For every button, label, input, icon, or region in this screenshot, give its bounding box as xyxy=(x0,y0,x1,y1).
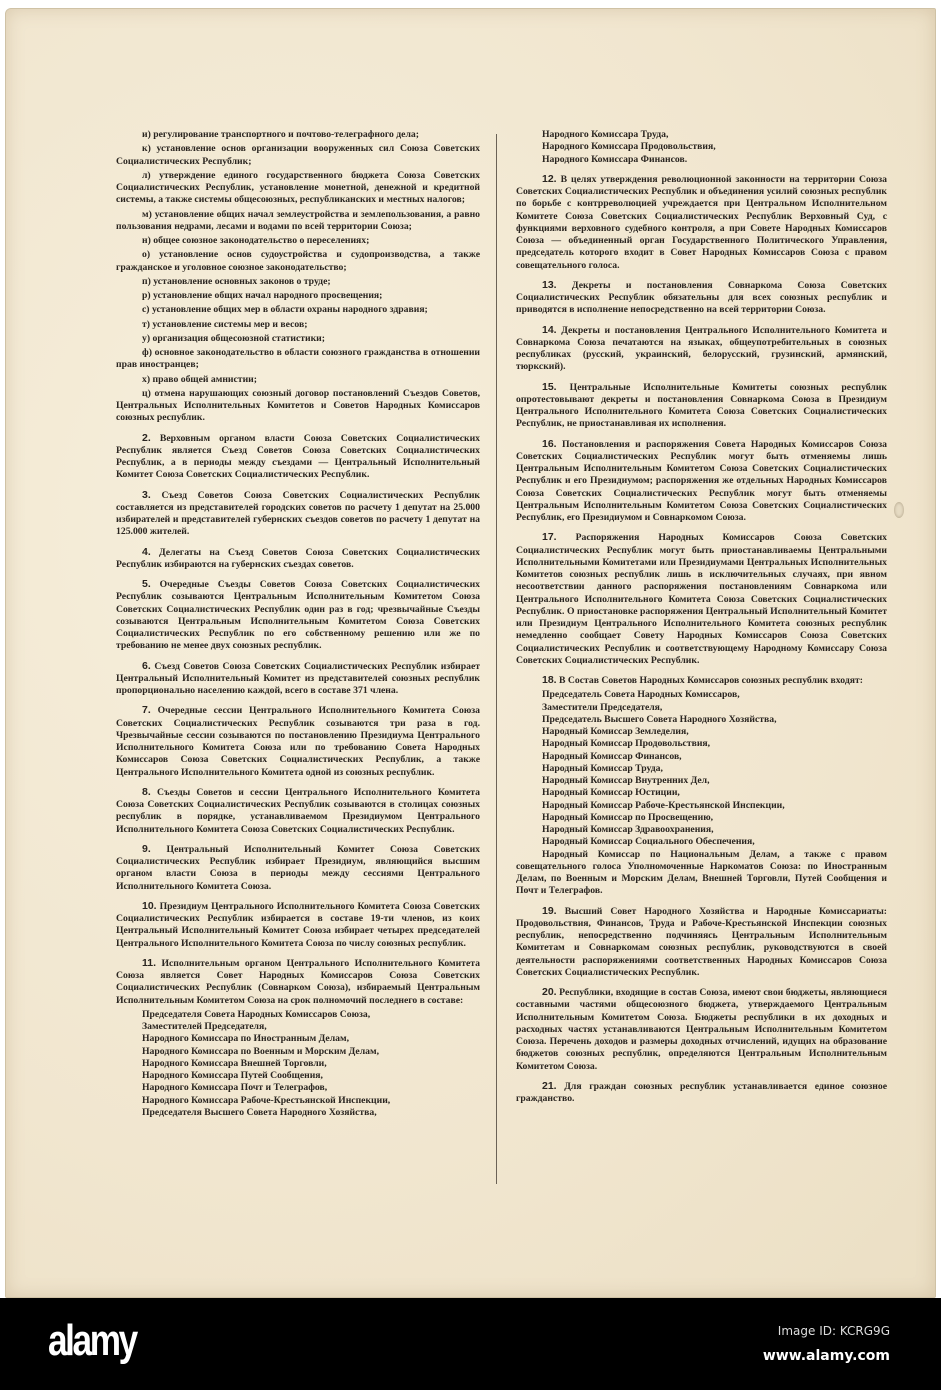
paragraph-text: Очередные Съезды Советов Союза Советских Социалистических Республик созываются Центральным Исполнительным Комитетом Союза Советских Социалистических Республик один раз в год; чрезвычайные Съезды созываются Центральным Исполнительным Комитетом Союза Советских Социалистических Республик по его собственному решению или же по требованию не менее двух союзных республик. xyxy=(116,579,480,652)
article-paragraph xyxy=(116,249,480,274)
article-number: 12. xyxy=(542,172,557,185)
paragraph-text: Народный Комиссар Здравоохранения, xyxy=(542,824,714,835)
paragraph-text: т) установление системы мер и весов; xyxy=(142,318,308,330)
paragraph-text: ф) основное законодательство в области союзного гражданства в отношении прав иностранцев; xyxy=(116,347,480,371)
article-paragraph xyxy=(116,276,480,288)
article-paragraph xyxy=(116,333,480,345)
alamy-logo[interactable]: alamy xyxy=(48,1316,136,1365)
paragraph-text: х) право общей амнистии; xyxy=(142,373,257,385)
paragraph-text: Народного Комиссара по Военным и Морским Делам, xyxy=(142,1045,379,1057)
paragraph-text: Народного Комиссара по Иностранным Делам, xyxy=(142,1033,350,1045)
article-number: 6. xyxy=(142,659,151,672)
paragraph-text: Исполнительным органом Центрального Исполнительного Комитета Союза является Совет Народных Комиссаров Союза Советских Социалистических Республик (Совнарком Союза), избираемый Центральным Исполнительным Комитетом Союза на срок полномочий последнего в составе: xyxy=(116,957,480,1006)
article-number: 8. xyxy=(142,785,151,798)
list-item xyxy=(116,1107,480,1119)
paragraph-text: м) установление общих начал землеустройства и землепользования, а равно пользования недрами, лесами и водами по всей территории Союза; xyxy=(116,208,480,232)
column-divider xyxy=(496,134,497,1184)
article-paragraph xyxy=(516,173,887,272)
article-paragraph xyxy=(516,905,887,980)
paragraph-text: Народного Комиссара Труда, xyxy=(542,129,669,140)
paragraph-text: Народный Комиссар Юстиции, xyxy=(542,787,680,799)
paragraph-text: Народный Комиссар Финансов, xyxy=(542,750,682,762)
left-column xyxy=(116,129,480,1119)
paragraph-text: Центральный Исполнительный Комитет Союза Советских Социалистических Республик избирает Президиум, являющийся высшим органом власти Союза в периоды между сессиями Центрального Исполнительного Комитета Союза. xyxy=(116,843,481,892)
list-item xyxy=(516,787,887,799)
article-paragraph xyxy=(116,432,480,482)
article-paragraph xyxy=(116,388,480,425)
list-item xyxy=(516,800,887,812)
article-paragraph xyxy=(516,324,887,374)
paragraph-text: Делегаты на Съезд Советов Союза Советских Социалистических Республик избираются на губернских съездах советов. xyxy=(116,546,480,570)
stock-watermark-banner xyxy=(0,1298,941,1390)
paragraph-text: Народного Комиссара Путей Сообщения, xyxy=(142,1070,323,1081)
paragraph-text: Очередные сессии Центрального Исполнительного Комитета Союза Советских Социалистических Республик созываются три раза в год. Чрезвычайные сессии созываются по постановлению Президиума Центрального Исполнительного Комитета Союза или по требованию Совета Народных Комиссаров Союза Советских Социалистических Республик, а также Центрального Исполнительного Комитета одной из союзных республик. xyxy=(116,705,481,778)
paragraph-text: Председателя Совета Народных Комиссаров Союза, xyxy=(142,1008,371,1020)
paragraph-text: В целях утверждения революционной законности на территории Союза Советских Социалистических Республик и объединения усилий союзных республик по борьбе с контрреволюцией учреждается при Центральном Исполнительном Комитете Союза Советских Социалистических Республик Верховный Суд, с функциями верховного судебного контроля, а при Совете Народных Комиссаров Союза — объединенный орган Государственного Политического Управления, председатель которого входит в Совет Народных Комиссаров Союза с правом совещательного голоса. xyxy=(516,173,887,271)
article-number: 3. xyxy=(142,488,151,501)
list-item xyxy=(516,738,887,750)
paragraph-text: Народный Комиссар Социального Обеспечения, xyxy=(542,836,755,848)
list-item xyxy=(516,726,887,738)
paragraph-text: Народного Комиссара Внешней Торговли, xyxy=(142,1057,327,1069)
article-paragraph xyxy=(516,279,887,317)
list-item xyxy=(516,775,887,787)
article-number: 11. xyxy=(142,956,157,969)
article-number: 20. xyxy=(542,986,557,998)
article-number: 18. xyxy=(542,674,557,686)
paragraph-text: ц) отмена нарушающих союзный договор постановлений Съездов Советов, Центральных Исполнительных Комитетов и Советов Народных Комиссаров союзных республик. xyxy=(116,387,480,424)
list-item xyxy=(516,751,887,763)
article-paragraph xyxy=(116,347,480,372)
article-paragraph xyxy=(116,704,480,779)
paragraph-text: Съезды Советов и сессии Центрального Исполнительного Комитета Союза Советских Социалистических Республик созываются в столицах союзных республик в порядке, устанавливаемом Президиумом Центрального Исполнительного Комитета Союза Советских Социалистических Республик. xyxy=(116,786,481,835)
site-url-link[interactable]: www.alamy.com xyxy=(762,1348,890,1364)
list-item xyxy=(516,702,887,714)
paragraph-text: и) регулирование транспортного и почтово-телеграфного дела; xyxy=(142,129,419,140)
paragraph-text: Постановления и распоряжения Совета Народных Комиссаров Союза Советских Социалистических Республик могут быть отменяемы лишь Центральным Исполнительным Комитетом Союза Советских Социалистических Республик и его Президиумом; распоряжения же отдельных Народных Комиссаров Союза Советских Социалистических Республик могут быть отменяемы Центральным Исполнительным Комитетом Союза Советских Социалистических Республик, его Президиумом и Совнаркомом Союза. xyxy=(516,438,888,523)
article-number: 4. xyxy=(142,545,151,558)
right-column xyxy=(516,129,887,1112)
article-paragraph xyxy=(116,660,480,698)
list-item xyxy=(516,714,887,726)
paragraph-text: Народный Комиссар Продовольствия, xyxy=(542,738,711,750)
list-item xyxy=(516,689,887,701)
paragraph-text: Заместителей Председателя, xyxy=(142,1021,267,1032)
article-paragraph xyxy=(116,843,480,893)
list-item xyxy=(516,154,887,166)
paragraph-text: Народного Комиссара Финансов. xyxy=(542,153,688,165)
paragraph-text: Народный Комиссар по Национальным Делам, а также с правом совещательного голоса Уполномоченные Наркоматов Союза: по Иностранным Делам, по Военным и Морским Делам, Внешней Торговли, Путей Сообщения и Почт и Телеграфов. xyxy=(516,848,887,897)
paragraph-text: Народный Комиссар по Просвещению, xyxy=(542,811,714,823)
article-number: 5. xyxy=(142,578,151,590)
paragraph-text: у) организация общесоюзной статистики; xyxy=(142,332,325,344)
scanned-document-page xyxy=(5,8,936,1298)
list-item xyxy=(116,1046,480,1058)
list-item xyxy=(516,763,887,775)
list-item xyxy=(116,1095,480,1107)
paragraph-text: Центральные Исполнительные Комитеты союзных республик опротестовывают декреты и постановления Совнаркома Союза в Президиум Центрального Исполнительного Комитета Союза Советских Социалистических Республик, не приостанавливая их исполнения. xyxy=(516,381,888,430)
article-number: 7. xyxy=(142,704,151,717)
paragraph-text: Высший Совет Народного Хозяйства и Народные Комиссариаты: Продовольствия, Финансов, Труда и Рабоче-Крестьянской Инспекции союзных республик, непосредственно подчиняясь Центральным Исполнительным Комитетам и Совнаркомам союзных республик, руководствуются в своей деятельности распоряжениями соответственных Народных Комиссаров Союза Советских Социалистических Республик. xyxy=(516,905,888,978)
paragraph-text: В Состав Советов Народных Комиссаров союзных республик входят: xyxy=(559,675,863,686)
image-id-label: Image ID: KCRG9G xyxy=(777,1324,890,1338)
list-item xyxy=(116,1082,480,1094)
paragraph-text: Декреты и постановления Центрального Исполнительного Комитета и Совнаркома Союза печатаются на языках, общеупотребительных в союзных республиках (русский, украинский, белорусский, грузинский, армянский, тюркский). xyxy=(516,324,887,373)
article-paragraph xyxy=(116,170,480,207)
paragraph-text: Распоряжения Народных Комиссаров Союза Советских Социалистических Республик могут быть приостанавливаемы Центральными Исполнительными Комитетами или Президиумами Центральных Исполнительных Комитетов союзных республик лишь в исключительных случаях, при явном несоответствии данного распоряжения постановлениям Совнаркома или Центрального Исполнительного Комитета Союза Советских Социалистических Республик. О приостановке распоряжения Центральный Исполнительный Комитет или Президиум Центрального Исполнительного Комитета союзных республик немедленно сообщает Совету Народных Комиссаров Союза Советских Социалистических Республик и соответствующему Народному Комиссару Союза Советских Социалистических Республик. xyxy=(516,532,887,666)
article-number: 9. xyxy=(142,842,151,855)
paragraph-text: Народный Комиссар Труда, xyxy=(542,762,663,774)
article-paragraph xyxy=(116,290,480,302)
paragraph-text: Народного Комиссара Рабоче-Крестьянской Инспекции, xyxy=(142,1094,391,1106)
paragraph-text: Председатель Совета Народных Комиссаров, xyxy=(542,689,740,701)
paragraph-text: р) установление общих начал народного просвещения; xyxy=(142,290,383,301)
list-item xyxy=(516,141,887,153)
article-number: 16. xyxy=(542,437,557,450)
paragraph-text: о) установление основ судоустройства и судопроизводства, а также гражданское и уголовное союзное законодательство; xyxy=(116,249,480,273)
paragraph-text: Заместители Председателя, xyxy=(542,701,663,713)
article-number: 15. xyxy=(542,380,557,393)
paragraph-text: Декреты и постановления Совнаркома Союза Советских Социалистических Республик обязательны для всех союзных республик и приводятся в исполнение непосредственно на всей территории Союза. xyxy=(516,279,887,316)
article-paragraph xyxy=(516,986,887,1073)
article-number: 13. xyxy=(542,278,557,291)
paragraph-text: Народный Комиссар Внутренних Дел, xyxy=(542,775,710,786)
list-item xyxy=(116,1058,480,1070)
article-number: 10. xyxy=(142,899,157,912)
article-number: 2. xyxy=(142,431,151,444)
article-paragraph xyxy=(516,674,887,687)
paragraph-text: п) установление основных законов о труде; xyxy=(142,275,331,287)
paragraph-text: Для граждан союзных республик устанавливается единое союзное гражданство. xyxy=(516,1080,887,1104)
article-paragraph xyxy=(516,438,887,525)
list-item xyxy=(516,812,887,824)
paragraph-text: Народный Комиссар Земледелия, xyxy=(542,726,689,737)
list-item xyxy=(116,129,480,141)
article-paragraph xyxy=(516,531,887,667)
paragraph-text: Верховным органом власти Союза Советских Социалистических Республик является Съезд Советов Союза Советских Социалистических Республик, а в периоды между съездами — Центральный Исполнительный Комитет Союза Советских Социалистических Республик. xyxy=(116,432,481,481)
paragraph-text: к) установление основ организации вооруженных сил Союза Советских Социалистических Республик; xyxy=(116,143,480,167)
paragraph-text: н) общее союзное законодательство о переселениях; xyxy=(142,235,370,246)
article-paragraph xyxy=(116,546,480,572)
article-paragraph xyxy=(116,209,480,234)
paragraph-text: Президиум Центрального Исполнительного Комитета Союза Советских Социалистических Республик избирается в составе 19-ти членов, из коих Центральный Исполнительный Комитет Союза избирает четырех председателей Центрального Исполнительного Комитета Союза по числу союзных республик. xyxy=(116,900,480,949)
punch-hole xyxy=(894,502,904,518)
article-number: 21. xyxy=(542,1079,557,1092)
article-paragraph xyxy=(116,489,480,539)
article-number: 19. xyxy=(542,904,557,917)
paragraph-text: Председателя Высшего Совета Народного Хозяйства, xyxy=(142,1106,377,1118)
article-paragraph xyxy=(116,319,480,331)
article-paragraph xyxy=(116,786,480,836)
article-paragraph xyxy=(516,849,887,898)
list-item xyxy=(516,824,887,836)
list-item xyxy=(516,129,887,141)
article-number: 14. xyxy=(542,323,557,336)
article-number: 17. xyxy=(542,531,557,544)
paragraph-text: Председатель Высшего Совета Народного Хозяйства, xyxy=(542,713,777,725)
list-item xyxy=(516,836,887,848)
paragraph-text: с) установление общих мер в области охраны народного здравия; xyxy=(142,304,428,316)
article-paragraph xyxy=(516,1080,887,1106)
paragraph-text: л) утверждение единого государственного бюджета Союза Советских Социалистических Республик, установление монетной, денежной и кредитной системы, а также системы общесоюзных, республиканских и местных налогов; xyxy=(116,169,480,206)
paragraph-text: Народный Комиссар Рабоче-Крестьянской Инспекции, xyxy=(542,799,785,811)
article-paragraph xyxy=(116,304,480,316)
paragraph-text: Республики, входящие в состав Союза, имеют свои бюджеты, являющиеся составными частями общесоюзного бюджета, утверждаемого Центральным Исполнительным Комитетом Союза. Бюджеты республики в их доходных и расходных частях устанавливаются Центральным Исполнительным Комитетом Союза. Перечень доходов и размеры доходных отчислений, идущих на образование бюджетов союзных республик, определяются Центральным Исполнительным Комитетом Союза. xyxy=(516,987,888,1072)
article-paragraph xyxy=(116,143,480,168)
article-paragraph xyxy=(116,578,480,653)
list-item xyxy=(116,1033,480,1045)
paragraph-text: Съезд Советов Союза Советских Социалистических Республик избирает Центральный Исполнительный Комитет из представителей союзных республик пропорционально населению каждой, всего в составе 371 члена. xyxy=(116,660,481,696)
article-paragraph xyxy=(116,235,480,247)
article-paragraph xyxy=(516,381,887,431)
article-paragraph xyxy=(116,900,480,950)
list-item xyxy=(116,1009,480,1021)
article-paragraph xyxy=(116,374,480,386)
article-paragraph xyxy=(116,957,480,1007)
paragraph-text: Народного Комиссара Продовольствия, xyxy=(542,141,716,153)
paragraph-text: Съезд Советов Союза Советских Социалистических Республик составляется из представителей городских советов по расчету 1 депутат на 25.000 избирателей и представителей губернских съездов советов по расчету 1 депутат на 125.000 жителей. xyxy=(116,489,481,538)
list-item xyxy=(116,1021,480,1033)
paragraph-text: Народного Комиссара Почт и Телеграфов, xyxy=(142,1082,328,1094)
list-item xyxy=(116,1070,480,1082)
